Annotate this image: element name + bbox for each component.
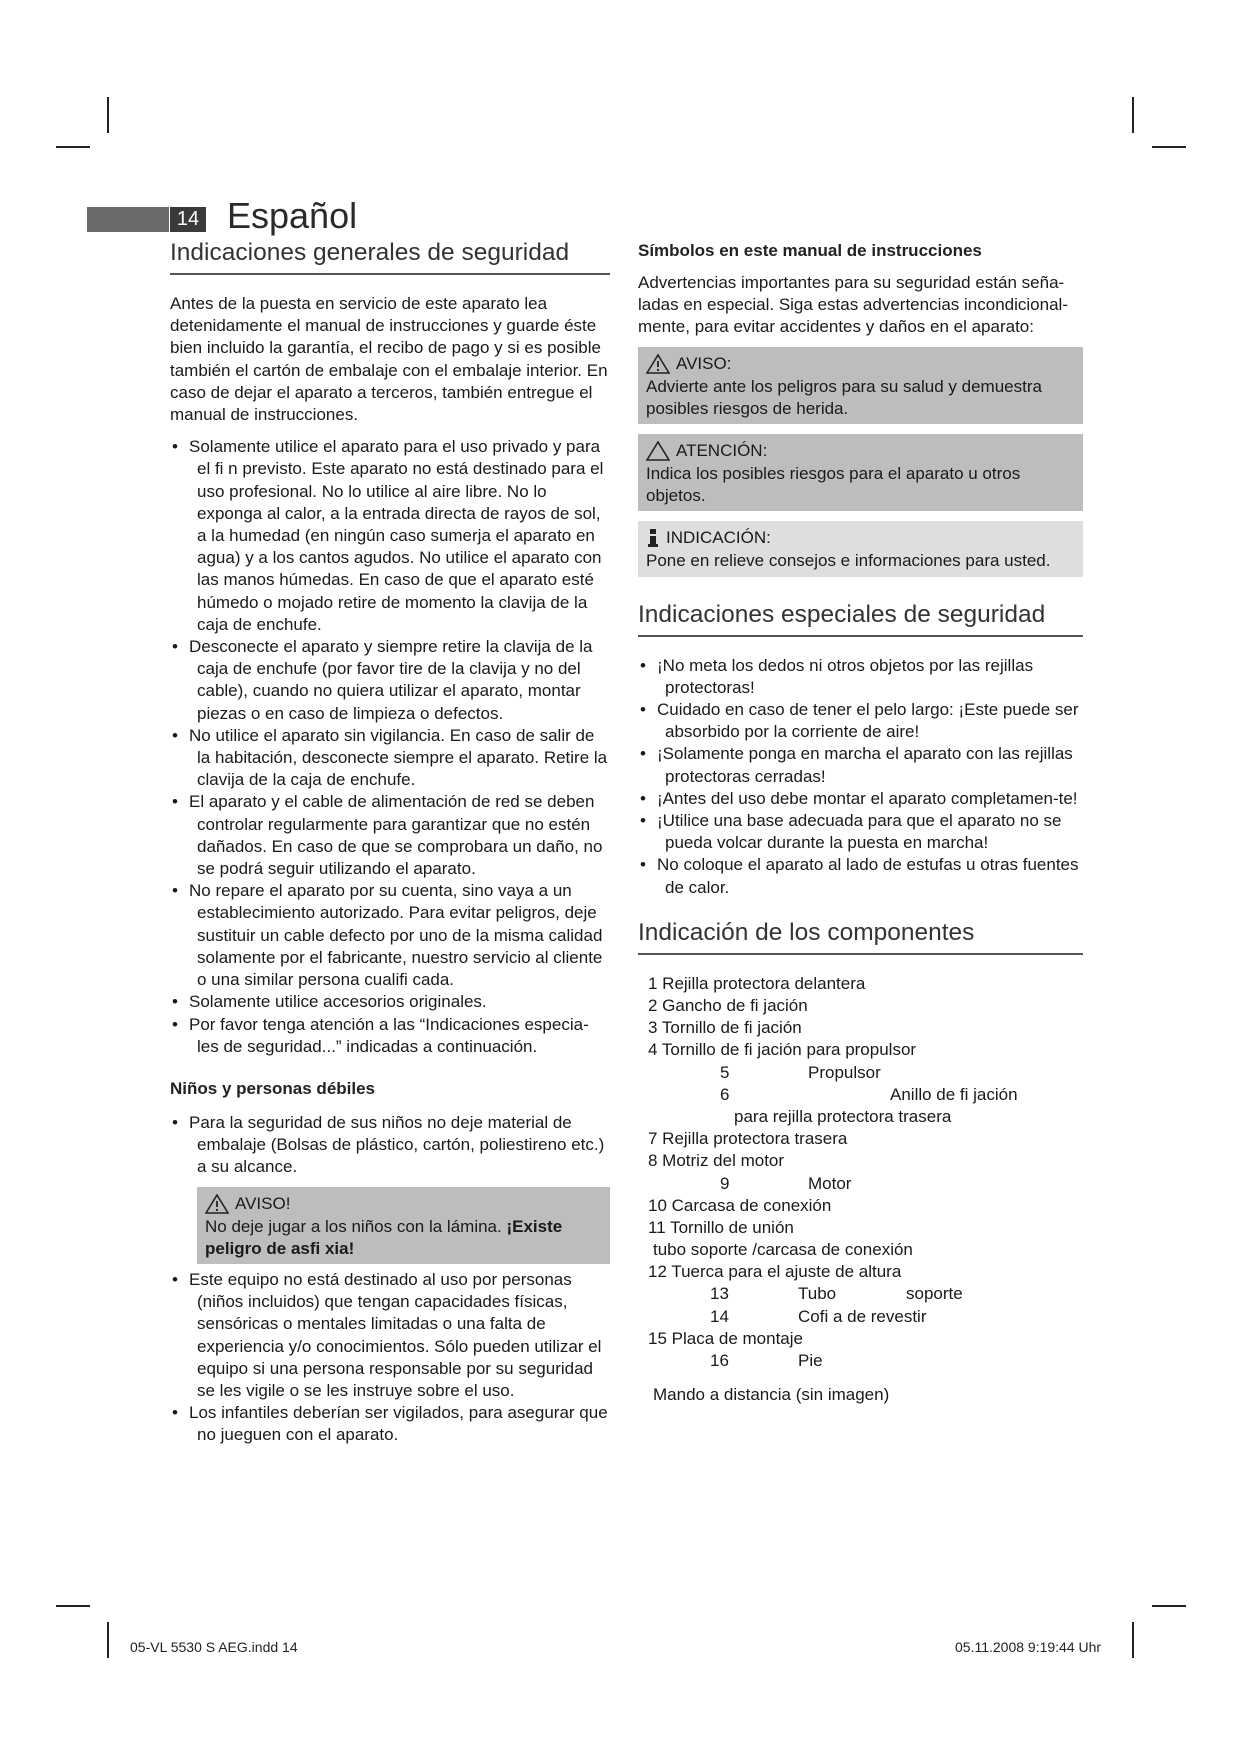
heading-general-safety: Indicaciones generales de seguridad — [170, 237, 610, 275]
list-item: • Los infantiles deberían ser vigilados, para asegurar que no jueguen con el aparato. — [170, 1402, 610, 1446]
indicacion-title: INDICACIÓN: — [666, 528, 771, 548]
aviso-box — [638, 347, 1083, 424]
right-column — [638, 240, 1083, 1406]
list-item: • ¡Solamente ponga en marcha el aparato con las rejillas protectoras cerradas! — [638, 743, 1083, 787]
atencion-text: Indica los posibles riesgos para el aparato u otros objetos. — [646, 464, 1021, 506]
list-item: • ¡No meta los dedos ni otros objetos por las rejillas protectoras! — [638, 655, 1083, 699]
remote-note: Mando a distancia (sin imagen) — [653, 1385, 890, 1405]
warning-triangle-icon — [205, 1194, 229, 1214]
footer-file-info: 05-VL 5530 S AEG.indd 14 — [130, 1639, 298, 1655]
list-item: • No coloque el aparato al lado de estufas u otras fuentes de calor. — [638, 854, 1083, 898]
warning-triangle-icon — [646, 354, 670, 374]
component-item: para rejilla protectora trasera — [734, 1106, 952, 1126]
list-item: • Cuidado en caso de tener el pelo largo: ¡Este puede ser absorbido por la corriente de aire! — [638, 699, 1083, 743]
component-item: 5 Propulsor — [720, 1062, 881, 1082]
heading-special-safety: Indicaciones especiales de seguridad — [638, 599, 1083, 637]
crop-mark — [1132, 1622, 1134, 1658]
general-safety-list — [170, 436, 610, 1058]
component-item: 13 Tubo soporte — [710, 1284, 963, 1304]
component-item: 16 Pie — [710, 1351, 823, 1371]
list-item: • Desconecte el aparato y siempre retire la clavija de la caja de enchufe (por favor tire de la clavija y no del cable), cuando no quiera utilizar el aparato, montar piezas o en caso de limpieza o defectos. — [170, 636, 610, 725]
component-item: 4 Tornillo de fi jación para propulsor — [648, 1040, 917, 1060]
children-list — [170, 1112, 610, 1179]
aviso-title: AVISO: — [676, 353, 732, 373]
component-item: tubo soporte /carcasa de conexión — [653, 1240, 913, 1260]
component-item: 9 Motor — [720, 1173, 852, 1193]
crop-mark — [56, 1605, 90, 1607]
page-title: Español — [227, 195, 358, 236]
component-item: 10 Carcasa de conexión — [648, 1195, 832, 1215]
special-safety-list — [638, 655, 1083, 899]
header-bar — [87, 207, 169, 232]
component-item: 2 Gancho de fi jación — [648, 996, 808, 1016]
heading-children: Niños y personas débiles — [170, 1078, 376, 1098]
warning-box-text: No deje jugar a los niños con la lámina. ¡Existe peligro de asfi xia! — [205, 1216, 563, 1258]
list-item: • ¡Utilice una base adecuada para que el aparato no se pueda volcar durante la puesta en marcha! — [638, 810, 1083, 854]
left-column — [170, 237, 610, 1447]
component-item: 12 Tuerca para el ajuste de altura — [648, 1262, 902, 1282]
component-item: 3 Tornillo de fi jación — [648, 1018, 802, 1038]
list-item: • No utilice el aparato sin vigilancia. En caso de salir de la habitación, desconecte siempre el aparato. Retire la clavija de la caja de enchufe. — [170, 725, 610, 792]
list-item: • Para la seguridad de sus niños no deje material de embalaje (Bolsas de plástico, cartón, poliestireno etc.) a su alcance. — [170, 1112, 610, 1179]
component-item: 6 Anillo de fi jación — [720, 1084, 1018, 1104]
heading-components: Indicación de los componentes — [638, 917, 1083, 955]
warning-box — [197, 1187, 610, 1264]
crop-mark — [56, 146, 90, 148]
warning-box-title: AVISO! — [235, 1193, 291, 1213]
list-item: • Solamente utilice el aparato para el uso privado y para el fi n previsto. Este aparato no está destinado para el uso profesional. No lo utilice al aire libre. No lo exponga al calor, a la entrada directa de rayos de sol, a la humedad (en ningún caso sumerja el aparato en agua) y a los cantos agudos. No utilice el aparato con las manos húmedas. En caso de que el aparato esté húmedo o mojado retire de momento la clavija de la caja de enchufe. — [170, 436, 610, 636]
components-list — [638, 973, 1083, 1372]
list-item: • El aparato y el cable de alimentación de red se deben controlar regularmente para garantizar que no estén dañados. En caso de que se comprobara un daño, no se podrá seguir utilizando el aparato. — [170, 791, 610, 880]
footer-timestamp: 05.11.2008 9:19:44 Uhr — [955, 1639, 1102, 1655]
aviso-text: Advierte ante los peligros para su salud y demuestra posibles riesgos de herida. — [646, 376, 1042, 418]
component-item: 15 Placa de montaje — [648, 1328, 803, 1348]
crop-mark — [1152, 146, 1186, 148]
children-list-more — [170, 1269, 610, 1447]
info-icon — [646, 528, 660, 548]
component-item: 14 Cofi a de revestir — [710, 1306, 927, 1326]
crop-mark — [107, 1622, 109, 1658]
indicacion-text: Pone en relieve consejos e informaciones para usted. — [646, 551, 1051, 571]
list-item: • Por favor tenga atención a las “Indicaciones especia-les de seguridad...” indicadas a continuación. — [170, 1014, 610, 1058]
indicacion-box — [638, 521, 1083, 576]
component-item: 7 Rejilla protectora trasera — [648, 1129, 848, 1149]
list-item: • Solamente utilice accesorios originales. — [170, 991, 610, 1013]
symbols-intro: Advertencias importantes para su seguridad están seña-ladas en especial. Siga estas advertencias incondicional-mente, para evitar accidentes y daños en el aparato: — [638, 273, 1068, 337]
list-item: • Este equipo no está destinado al uso por personas (niños incluidos) que tengan capacidades físicas, sensóricas o mentales limitadas o una falta de experiencia y/o conocimientos. Sólo pueden utilizar el equipo si una persona responsable por su seguridad se les vigile o se les instruye sobre el uso. — [170, 1269, 610, 1402]
caution-triangle-icon — [646, 441, 670, 461]
page-number: 14 — [170, 207, 206, 232]
list-item: • ¡Antes del uso debe montar el aparato completamen-te! — [638, 788, 1083, 810]
list-item: • No repare el aparato por su cuenta, sino vaya a un establecimiento autorizado. Para evitar peligros, deje sustituir un cable defecto por uno de la misma calidad solamente por el fabricante, nuestro servicio al cliente o una similar persona cualifi cada. — [170, 880, 610, 991]
atencion-box — [638, 434, 1083, 511]
component-item: 11 Tornillo de unión — [648, 1217, 794, 1237]
intro-paragraph: Antes de la puesta en servicio de este aparato lea detenidamente el manual de instrucciones y guarde éste bien incluido la garantía, el recibo de pago y si es posible también el cartón de embalaje con el embalaje interior. En caso de dejar el aparato a terceros, también entregue el manual de instrucciones. — [170, 294, 608, 425]
heading-symbols: Símbolos en este manual de instrucciones — [638, 241, 982, 260]
atencion-title: ATENCIÓN: — [676, 441, 768, 461]
component-item: 1 Rejilla protectora delantera — [648, 973, 866, 993]
crop-mark — [1152, 1605, 1186, 1607]
component-item: 8 Motriz del motor — [648, 1151, 785, 1171]
crop-mark — [1132, 97, 1134, 133]
crop-mark — [107, 97, 109, 133]
